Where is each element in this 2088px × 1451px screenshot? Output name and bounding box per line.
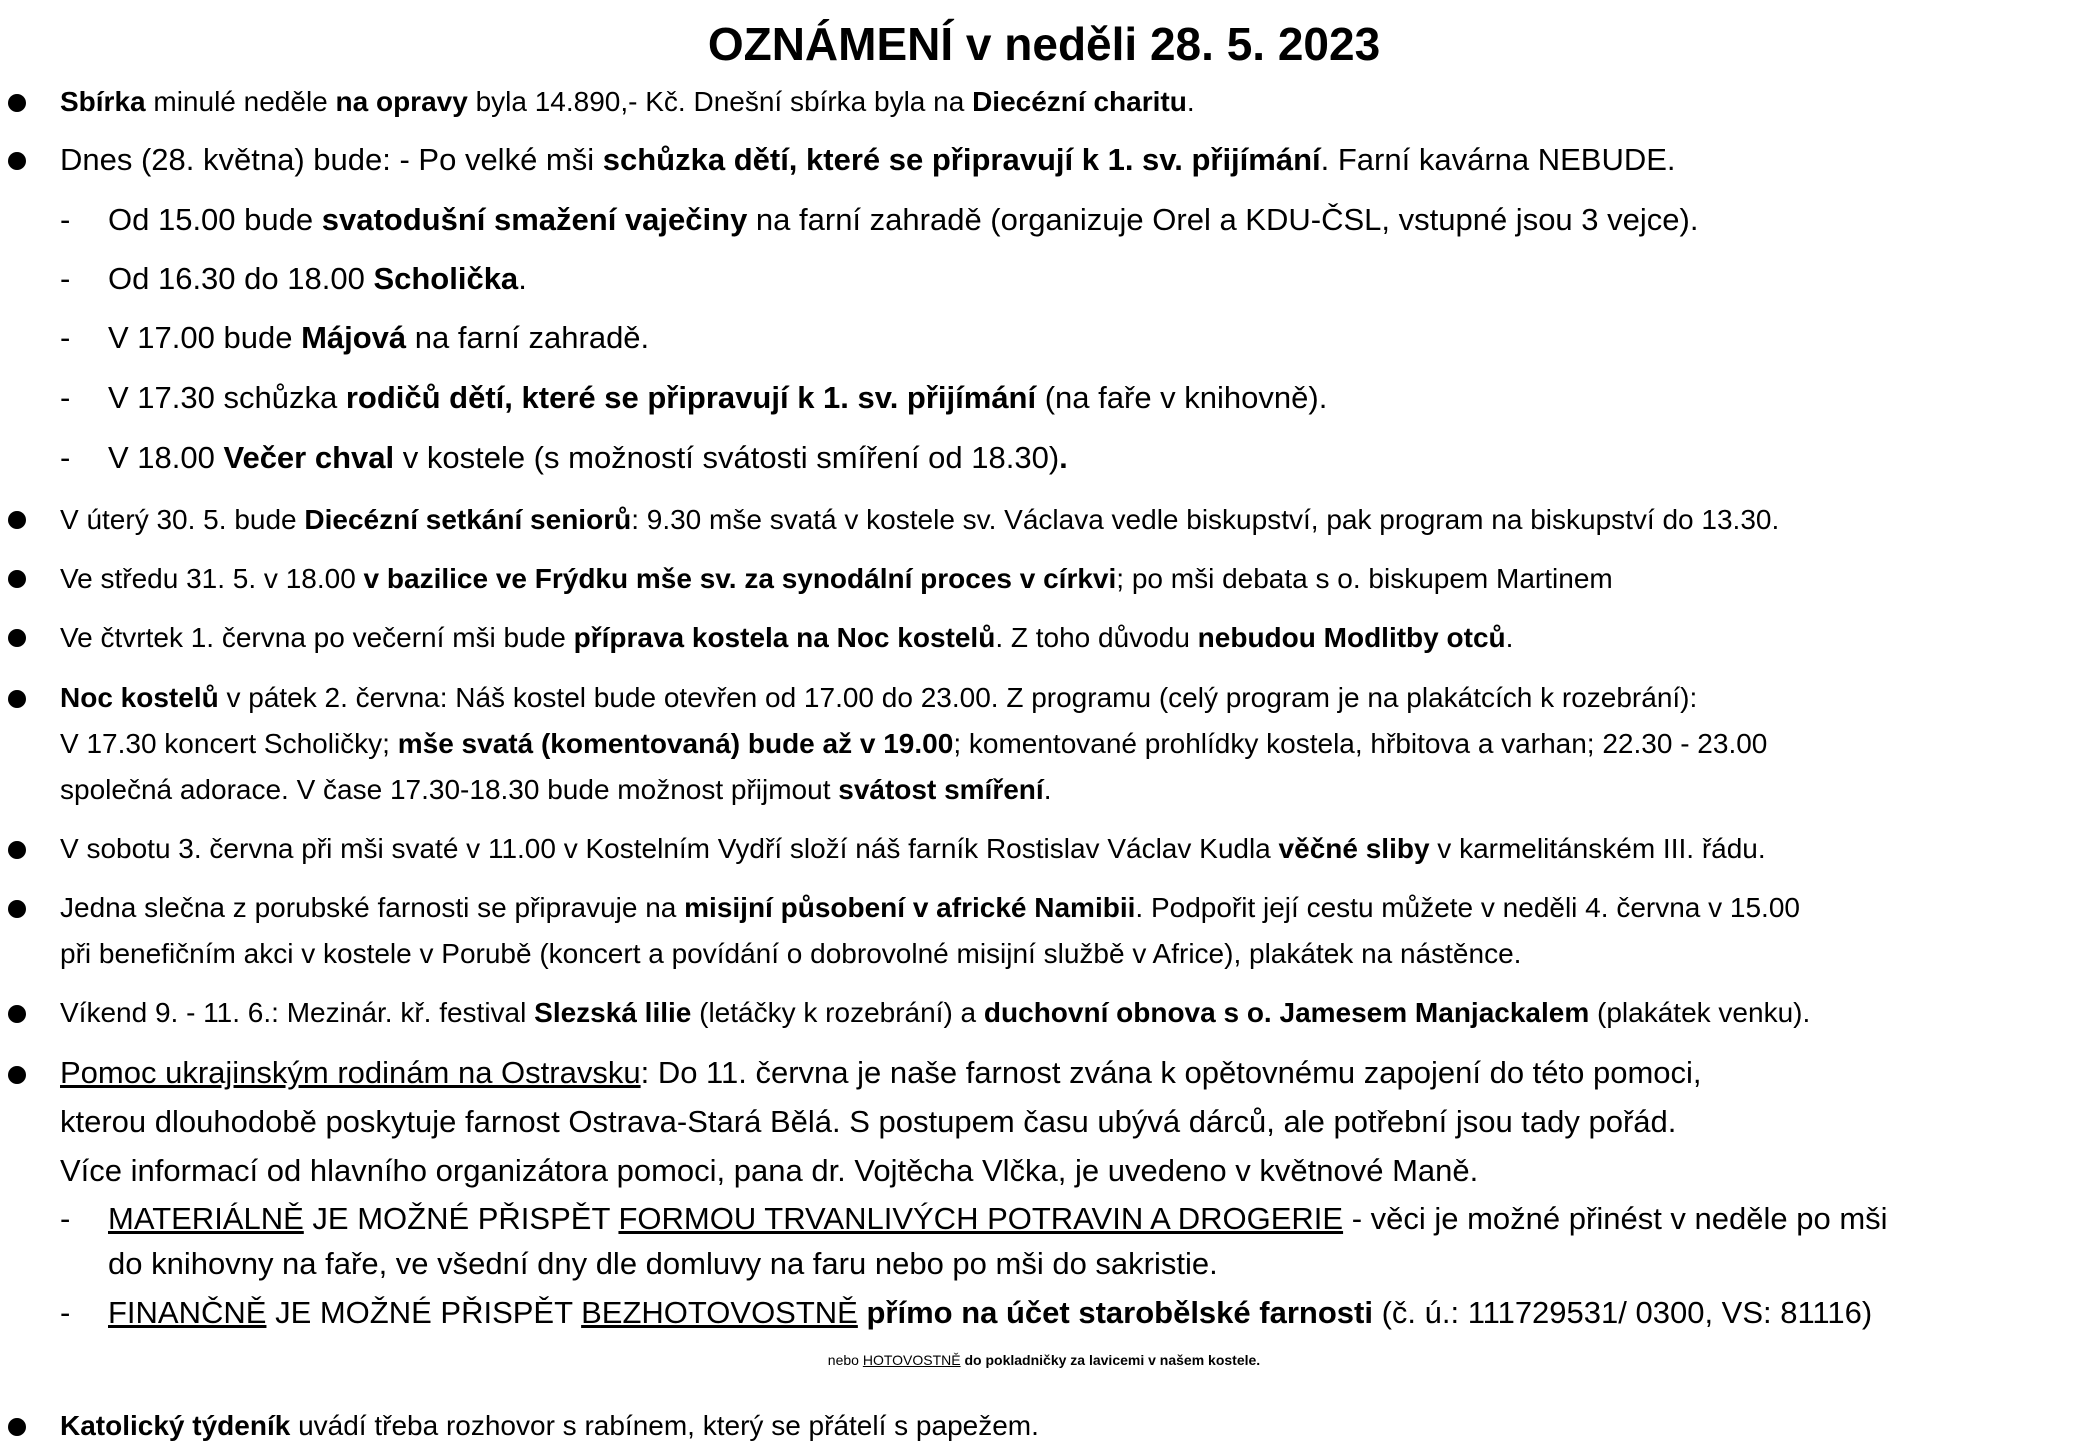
dash-marker: -	[60, 440, 71, 475]
text: uvádí třeba rozhovor s rabínem, který se přátelí s papežem.	[290, 1410, 1039, 1441]
dash-marker: -	[60, 202, 71, 237]
bullet-icon	[8, 152, 26, 170]
text: .	[1186, 86, 1195, 117]
text-bold: svatodušní smažení vaječiny	[321, 202, 748, 237]
schedule-item-1	[108, 202, 1698, 238]
text: (na faře v knihovně).	[1036, 380, 1328, 415]
text: Od 16.30 do 18.00	[108, 261, 374, 296]
bullet-icon	[8, 570, 26, 588]
announcement-katolicky	[60, 1408, 1039, 1444]
announcement-pomoc-line-3: Více informací od hlavního organizátora pomoci, pana dr. Vojtěcha Vlčka, je uvedeno v květnové Maně.	[60, 1153, 1479, 1188]
text: JE MOŽNÉ PŘISPĚT	[303, 1201, 619, 1236]
dash-marker: -	[60, 261, 71, 296]
text: JE MOŽNÉ PŘISPĚT	[266, 1295, 582, 1330]
text: (letáčky k rozebrání) a	[691, 997, 984, 1028]
text: společná adorace. V čase 17.30-18.30 bude možnost přijmout	[60, 774, 839, 805]
text: Ve středu 31. 5. v 18.00	[60, 563, 364, 594]
page-title: OZNÁMENÍ v neděli 28. 5. 2023	[707, 18, 1381, 70]
text-bold: věčné sliby	[1278, 833, 1430, 864]
text-bold: duchovní obnova s o. Jamesem Manjackalem	[983, 997, 1590, 1028]
text-underlined: FORMOU TRVANLIVÝCH POTRAVIN A DROGERIE	[618, 1201, 1344, 1236]
text: Jedna slečna z porubské farnosti se připravuje na	[60, 892, 685, 923]
announcement-slecna-line-1	[60, 890, 1800, 926]
text: .	[1505, 622, 1514, 653]
pomoc-financni-line-2	[0, 1342, 2088, 1378]
bullet-icon	[8, 629, 26, 647]
text-bold: do pokladničky za lavicemi v našem kostele.	[960, 1352, 1261, 1368]
text-bold: Scholička	[373, 261, 519, 296]
schedule-item-4	[108, 380, 1327, 416]
text: ; po mši debata s o. biskupem Martinem	[1116, 563, 1613, 594]
announcement-slecna-line-2: při benefičním akci v kostele v Porubě (koncert a povídání o dobrovolné misijní službě v Africe), plakátek na nástěnce.	[60, 938, 1522, 969]
text: Dnes	[60, 142, 133, 177]
text-bold: Noc kostelů	[60, 682, 219, 713]
text: V 17.30 koncert Scholičky;	[60, 728, 398, 759]
announcement-noc-line-3	[60, 772, 1051, 808]
text: minulé neděle	[145, 86, 336, 117]
schedule-item-3	[108, 320, 649, 356]
schedule-item-2	[108, 261, 527, 297]
announcement-utery	[60, 502, 1779, 538]
text: nebo	[827, 1352, 863, 1368]
bullet-icon	[8, 94, 26, 112]
announcement-pomoc-line-1	[60, 1055, 1702, 1091]
text-underlined: FINANČNĚ	[108, 1295, 267, 1330]
text: V sobotu 3. června při mši svaté v 11.00 v Kostelním Vydří složí náš farník Rostislav Václav Kudla	[60, 833, 1279, 864]
sbirka-label: Sbírka	[60, 86, 146, 117]
text-bold: příprava kostela na Noc kostelů	[573, 622, 996, 653]
text-bold: misijní působení v africké Namibii	[684, 892, 1136, 923]
text-underlined: MATERIÁLNĚ	[108, 1201, 304, 1236]
text: (plakátek venku).	[1589, 997, 1811, 1028]
dash-marker: -	[60, 380, 71, 415]
text: : 9.30 mše svatá v kostele sv. Václava vedle biskupství, pak program na biskupství do 13.30.	[631, 504, 1780, 535]
text: Ve čtvrtek 1. června po večerní mši bude	[60, 622, 574, 653]
bullet-icon	[8, 1418, 26, 1436]
text: V úterý 30. 5. bude	[60, 504, 305, 535]
bullet-icon	[8, 511, 26, 529]
text: byla 14.890,- Kč. Dnešní sbírka byla na	[467, 86, 973, 117]
text: - věci je možné přinést v neděle po mši	[1343, 1201, 1888, 1236]
text-bold: mše svatá (komentovaná) bude až v 19.00	[397, 728, 954, 759]
text: .	[1043, 774, 1052, 805]
pomoc-material-line-2: do knihovny na faře, ve všední dny dle domluvy na faru nebo po mši do sakristie.	[108, 1246, 1218, 1281]
text-bold: v bazilice ve Frýdku mše sv. za synodální proces v církvi	[363, 563, 1117, 594]
text: . Z toho důvodu	[995, 622, 1198, 653]
text-bold: schůzka dětí, které se připravují k 1. sv. přijímání	[602, 142, 1321, 177]
text: V 17.30 schůzka	[108, 380, 346, 415]
text-bold: na opravy	[335, 86, 468, 117]
announcement-sbirka	[60, 84, 1195, 120]
text-bold: Májová	[301, 320, 407, 355]
text-bold: Diecézní charitu	[972, 86, 1187, 117]
text: . Farní kavárna NEBUDE.	[1320, 142, 1676, 177]
text: . Podpořit její cestu můžete v neděli 4. června v 15.00	[1135, 892, 1800, 923]
announcement-streda	[60, 561, 1613, 597]
text-bold: .	[1059, 440, 1068, 475]
announcement-ctvrtek	[60, 620, 1513, 656]
text-bold: Večer chval	[223, 440, 395, 475]
bullet-icon	[8, 1005, 26, 1023]
text-underlined: HOTOVOSTNĚ	[862, 1352, 961, 1368]
text-bold: rodičů dětí, které se připravují k 1. sv. přijímání	[345, 380, 1037, 415]
text: (č. ú.: 111729531/ 0300, VS: 81116)	[1372, 1295, 1873, 1330]
dash-marker: -	[60, 1201, 71, 1236]
text-underlined: BEZHOTOVOSTNĚ	[581, 1295, 858, 1330]
text: V 18.00	[108, 440, 224, 475]
dash-marker: -	[60, 1295, 71, 1330]
bullet-icon	[8, 1066, 26, 1084]
announcement-noc-line-2	[60, 726, 1767, 762]
announcement-sobota	[60, 831, 1766, 867]
text: Víkend 9. - 11. 6.: Mezinár. kř. festival	[60, 997, 535, 1028]
text: v pátek 2. června: Náš kostel bude otevřen od 17.00 do 23.00. Z programu (celý program je na plakátcích k rozebrání):	[218, 682, 1698, 713]
text: v kostele (s možností svátosti smíření od 18.30)	[394, 440, 1060, 475]
text: na farní zahradě (organizuje Orel a KDU-ČSL, vstupné jsou 3 vejce).	[747, 202, 1699, 237]
bullet-icon	[8, 900, 26, 918]
text: ; komentované prohlídky kostela, hřbitova a varhan; 22.30 - 23.00	[953, 728, 1768, 759]
text: V 17.00 bude	[108, 320, 302, 355]
pomoc-material-line-1	[108, 1201, 1888, 1237]
text-bold: svátost smíření	[838, 774, 1044, 805]
bullet-icon	[8, 690, 26, 708]
text: : Do 11. června je naše farnost zvána k opětovnému zapojení do této pomoci,	[640, 1055, 1702, 1090]
schedule-item-5	[108, 440, 1068, 476]
announcement-noc-line-1	[60, 680, 1697, 716]
text-bold: Katolický týdeník	[60, 1410, 291, 1441]
text-bold: nebudou Modlitby otců	[1197, 622, 1506, 653]
text-bold: přímo na účet starobělské farnosti	[857, 1295, 1373, 1330]
text: (28. května) bude: - Po velké mši	[132, 142, 603, 177]
text: v karmelitánském III. řádu.	[1429, 833, 1766, 864]
announcement-dnes	[60, 142, 1676, 178]
text: na farní zahradě.	[406, 320, 650, 355]
text-bold: Diecézní setkání seniorů	[304, 504, 632, 535]
text: .	[518, 261, 527, 296]
announcement-pomoc-line-2: kterou dlouhodobě poskytuje farnost Ostrava-Stará Bělá. S postupem času ubývá dárců, ale potřební jsou tady pořád.	[60, 1104, 1677, 1139]
text-underlined: Pomoc ukrajinským rodinám na Ostravsku	[60, 1055, 641, 1090]
dash-marker: -	[60, 320, 71, 355]
announcement-vikend	[60, 995, 1810, 1031]
pomoc-financni-line-1	[108, 1295, 1872, 1331]
text-bold: Slezská lilie	[534, 997, 692, 1028]
bullet-icon	[8, 841, 26, 859]
text: Od 15.00 bude	[108, 202, 322, 237]
